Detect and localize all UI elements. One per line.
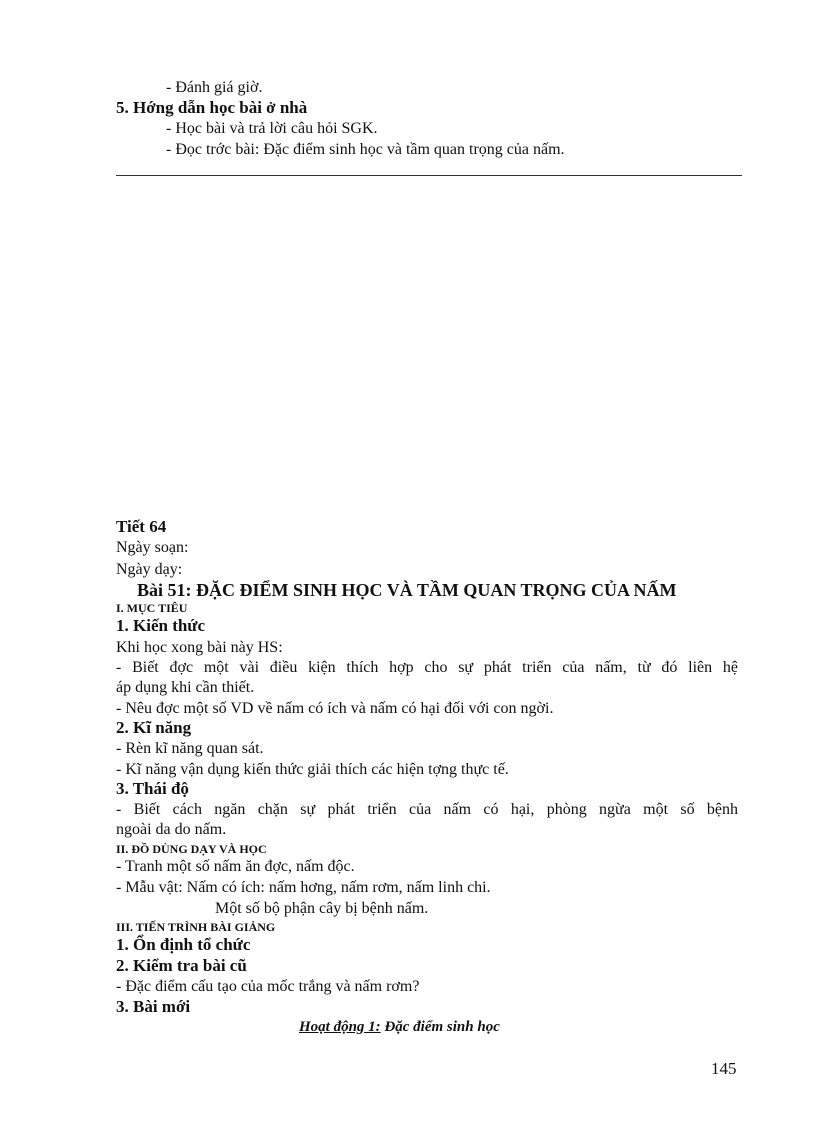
- skills-item: - Rèn kĩ năng quan sát.: [116, 740, 264, 757]
- attitude-item: - Biết cách ngăn chặn sự phát triển của nấm có hại, phòng ngừa một số bệnh: [116, 801, 738, 818]
- page-number: 145: [711, 1059, 737, 1078]
- attitude-item-continued: ngoài da do nấm.: [116, 821, 227, 838]
- section-heading-materials: II. ĐỒ DÙNG DẠY VÀ HỌC: [116, 842, 267, 856]
- step-organization: 1. Ổn định tổ chức: [116, 935, 251, 954]
- step-review: 2. Kiểm tra bài cũ: [116, 956, 247, 975]
- review-question: - Đặc điểm cấu tạo của mốc trắng và nấm rơm?: [116, 978, 420, 995]
- knowledge-item: - Biết đợc một vài điều kiện thích hợp cho sự phát triển của nấm, từ đó liên hệ: [116, 659, 738, 676]
- date-taught: Ngày dạy:: [116, 561, 183, 578]
- skills-heading: 2. Kĩ năng: [116, 718, 192, 737]
- activity-title: Đặc điểm sinh học: [380, 1019, 500, 1035]
- materials-item-continued: Một số bộ phận cây bị bệnh nấm.: [215, 900, 429, 917]
- materials-item: - Mẫu vật: Nấm có ích: nấm hơng, nấm rơm, nấm linh chi.: [116, 879, 491, 896]
- materials-item: - Tranh một số nấm ăn đợc, nấm độc.: [116, 858, 355, 875]
- section-heading-procedure: III. TIẾN TRÌNH BÀI GIẢNG: [116, 920, 276, 934]
- homework-heading: 5. Hớng dẫn học bài ở nhà: [116, 98, 308, 117]
- activity-heading: [299, 1017, 500, 1037]
- step-new-lesson: 3. Bài mới: [116, 997, 191, 1016]
- section-divider: [116, 175, 742, 176]
- evaluation-line: - Đánh giá giờ.: [166, 79, 263, 96]
- skills-item: - Kĩ năng vận dụng kiến thức giải thích các hiện tợng thực tế.: [116, 761, 509, 778]
- knowledge-item-continued: áp dụng khi cần thiết.: [116, 679, 255, 696]
- knowledge-heading: 1. Kiến thức: [116, 616, 206, 635]
- knowledge-item: - Nêu đợc một số VD về nấm có ích và nấm có hại đối với con ngời.: [116, 700, 554, 717]
- attitude-heading: 3. Thái độ: [116, 779, 189, 798]
- lesson-title: Bài 51: ĐẶC ĐIỂM SINH HỌC VÀ TẦM QUAN TRỌNG CỦA NẤM: [137, 580, 677, 600]
- activity-label: Hoạt động 1:: [299, 1019, 381, 1035]
- section-heading-objectives: I. MỤC TIÊU: [116, 601, 188, 615]
- period-label: Tiết 64: [116, 517, 167, 536]
- knowledge-intro: Khi học xong bài này HS:: [116, 639, 283, 656]
- homework-item: - Học bài và trả lời câu hỏi SGK.: [166, 120, 378, 137]
- homework-item: - Đọc trớc bài: Đặc điểm sinh học và tầm quan trọng của nấm.: [166, 141, 565, 158]
- date-prepared: Ngày soạn:: [116, 539, 189, 556]
